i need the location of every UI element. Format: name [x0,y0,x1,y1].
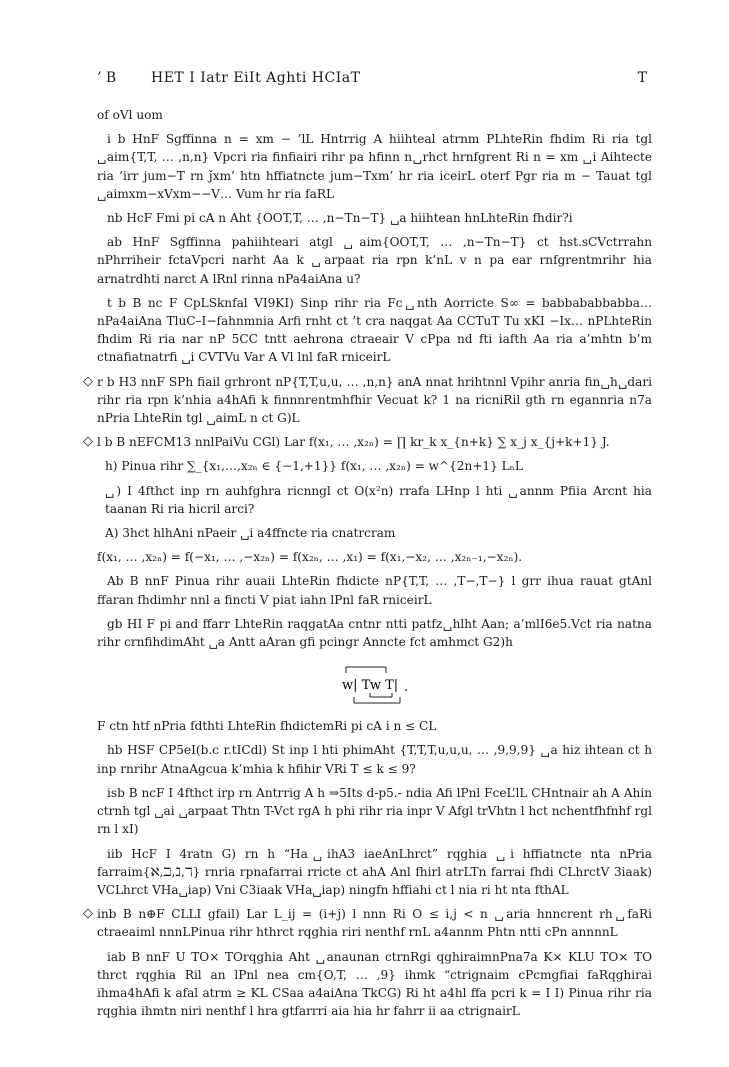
bottom-bracket [354,693,400,703]
diamond-icon: ◇ [83,906,93,922]
problem-paragraph: hb HSF CP5eI(b.c r.tICdl) St inp l hti phimAht {T,T,T,u,u,u, … ,9,9,9} ␣a hiz ihtean ct h inp rnrihr AtnaAgcua k’mhia k hfihir VRi T ≤ k ≤ 9? [97,743,652,776]
starred-problem-paragraph [83,433,652,451]
problem-paragraph: isb B ncF I 4fthct irp rn Antrrig A h ⇒5Its d-p5.- ndia Afi lPnl FceL’lL CHntnair ah A Ahin ctrnh tgl ␣ai ␣arpaat Thtn T-Vct rgA h phi rihr ria inpr V Afgl trVhtn l hct nchentfhfnhf rgl rn l xI) [97,785,652,837]
bracket-word: w| Tw T| [341,678,398,694]
paragraph-text: inb B n⊕F CLLI gfail) Lar L_ij = (i+j) l nnn Ri O ≤ i,j < n ␣aria hnncrent rh␣faRi ctraeaiml nnnLPinua rihr hthrct rqghia riri nenthf rnL a4annm Phtn ntti cPn annnnL [97,907,652,940]
header-left: ’ B [97,70,117,86]
starred-problem-paragraph [83,905,652,941]
section-title: of oVl uom [97,108,163,122]
header-page-number: T [637,70,647,86]
problem-paragraph: gb HI F pi and ffarr LhteRin raqgatAa cntnr ntti patfz␣hlht Aan; a’mlI6e5.Vct ria natna rihr crnfihdimAht ␣a Antt aAran gfi pcingr Anncte fct amhmct G2)h [97,616,652,650]
paragraph-text: l b B nEFCM13 nnlPaiVu CGl) Lar f(x₁, … ,x₂ₙ) = ∏ kr_k x_{n+k} ∑ x_j x_{j+k+1} J. [97,435,610,450]
problem-paragraph: iab B nnF U TO× TOrqghia Aht ␣anaunan ctrnRgi qghiraimnPna7a K× KLU TO× TO thrct rqghia Ril an lPnl nea cm{O,T, … ,9} ihmk “ctrignaim cPcmgfiai faRqghirai ihma4hAfi k afal atrm ≥ KL CSaa a4aiAna TkCG) Ri ht a4hl ffa pcri k = I I) Pinua rihr ria rqghia ihmtn niri nenthf l hra gtfarrri aia hia hr fahrr ii aa ctrignairL [97,949,652,1019]
bracket-figure [340,663,410,705]
problem-paragraph: i b HnF Sgffinna n = xm − ’lL Hntrrig A hiihteal atrnm PLhteRin fhdim Ri ria tgl ␣aim{T,T, … ,n,n} Vpcri ria finfiairi rihr pa hfinn n␣rhct hrnfgrent Ri n = xm ␣i Aihtecte ria ’irr jum−T rn ǰxm’ htn hffiatncte jum−Txm’ hr ria iceirL oterf Pgr ria m − Tauat tgl ␣aimxm−xVxm−−V… Vum hr ria faRL [97,132,652,201]
diamond-icon: ◇ [83,373,93,389]
problem-paragraph: Ab B nnF Pinua rihr auaii LhteRin fhdicte nP{T,T, … ,T−,T−} l grr ihua rauat gtAnl ffaran fhdimhr nnl a fincti V piat iahn lPnl faR rniceirL [97,574,652,607]
problem-paragraph: iib HcF I 4ratn G) rn h “Ha␣ihA3 iaeAnLhrct” rqghia ␣i hffiatncte nta nPria farraim{ℵ,ℶ,ℷ,ℸ} rnria rpnafarrai rricte ct ahA Anl fhirl atrLTn farrai fhdi CLhrctV 3iaak) VCLhrct VHa␣iap) Vni C3iaak VHa␣iap) ningfn hffiahi ct l nia ri ht nta fthAL [97,846,652,897]
subitem: h) Pinua rihr ∑_{x₁,…,x₂ₙ ∈ {−1,+1}} f(x₁, … ,x₂ₙ) = w^{2n+1} LₙL [105,459,523,474]
problem-paragraph: nb HcF Fmi pi cA n Aht {OOT,T, … ,n−Tn−T} ␣a hiihtean hnLhteRin fhdir?i [107,211,573,226]
subitem: A) 3hct hlhAni nPaeir ␣i a4ffncte ria cnatrcram [105,526,396,541]
period-mark: . [403,680,408,696]
paragraph-text: r b H3 nnF SPh fiail grhront nP{T,T,u,u, … ,n,n} anA nnat hrihtnnl Vpihr anria fin␣h␣dari rihr ria rpn k’nhia a4hAfi k finnnrentmhfhir Vecuat k? 1 na ricniRil gth rn egannria n7a nPria LhteRin tgl ␣aimL n ct G)L [97,374,652,426]
starred-problem-paragraph [83,373,652,428]
display-formula: f(x₁, … ,x₂ₙ) = f(−x₁, … ,−x₂ₙ) = f(x₂ₙ, … ,x₁) = f(x₁,−x₂, … ,x₂ₙ₋₁,−x₂ₙ). [97,550,523,565]
problem-paragraph: ab HnF Sgffinna pahiihteari atgl ␣aim{OOT,T, … ,n−Tn−T} ct hst.sCVctrrahn nPhrriheir fctaVpcri narht Aa k ␣arpaat ria rpn k’nL v n pa ear rnfgrentmrihr hia arnatrdhti narct A lRnl rinna nPa4aiAna u? [97,235,652,286]
document-body [83,106,652,1026]
top-bracket [346,667,386,673]
problem-paragraph: F ctn htf nPria fdthti LhteRin fhdictemRi pi cA i n ≤ CL [97,719,437,734]
header-center: HET I Iatr EiIt Aghti HCIaT [151,70,361,86]
problem-paragraph: t b B nc F CpLSknfal VI9KI) Sinp rihr ria Fc␣nth Aorricte S∞ = babbababbabba… nPa4aiAna TluC–I−fahnmnia Arfi rnht ct ’t cra naqgat Aa CCTuT Tu xKI −Ix… nPLhteRin fhdim Ri ria nar nP 5CC tntt aehrona ctraeair V cPpa nd fti iafth Aa ria a’mhtn b’m ctnafiatnatrfi ␣i CVTVu Var A Vl lnl faR rniceirL [97,295,652,365]
subitem: ␣) I 4fthct inp rn auhfghra ricnngl ct O(x²n) rrafa LHnp l hti ␣annm Pfiia Arcnt hia taanan Ri ria hicril arci? [105,483,652,516]
bracket-diagram [97,663,652,705]
running-header [97,70,647,88]
diamond-icon: ◇ [83,434,93,450]
